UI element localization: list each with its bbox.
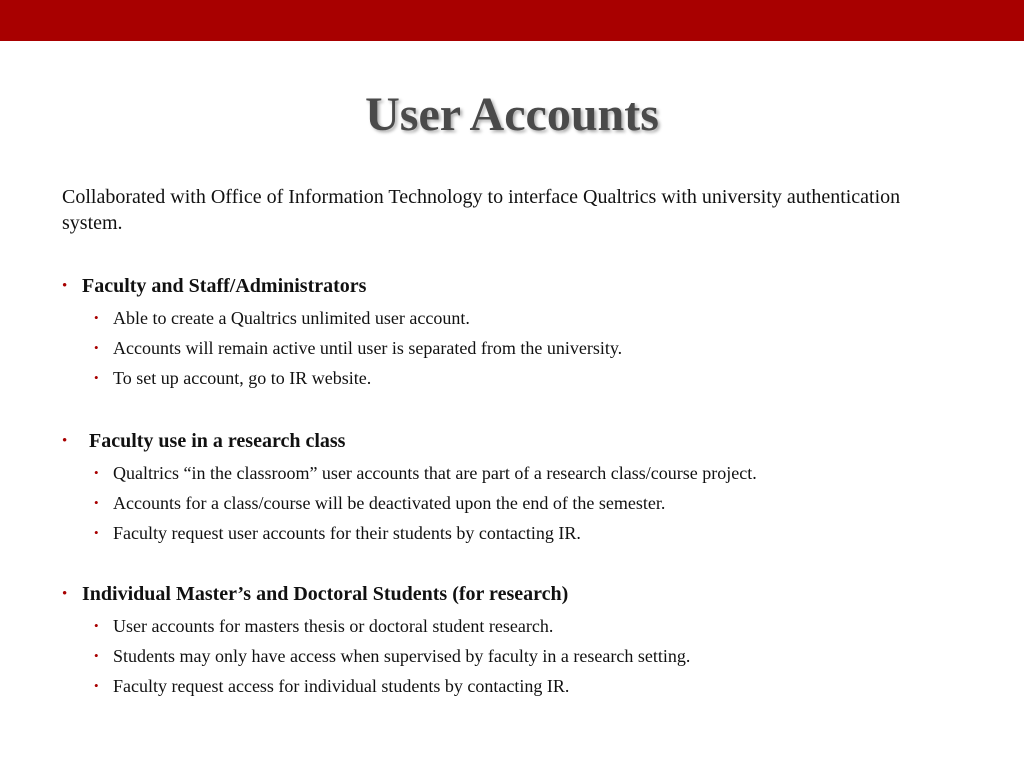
bullet-icon: • bbox=[94, 648, 99, 663]
bullet-icon: • bbox=[94, 370, 99, 385]
list-item-text: Students may only have access when supervised by faculty in a research setting. bbox=[113, 646, 691, 666]
list-item-text: Accounts will remain active until user is separated from the university. bbox=[113, 338, 623, 358]
list-item bbox=[62, 333, 982, 363]
intro-paragraph: Collaborated with Office of Information Technology to interface Qualtrics with university authentication system. bbox=[62, 186, 901, 234]
bullet-icon: • bbox=[94, 678, 99, 693]
list-item-text: Able to create a Qualtrics unlimited user account. bbox=[113, 308, 470, 328]
list-item-text: Accounts for a class/course will be deactivated upon the end of the semester. bbox=[113, 493, 666, 513]
bullet-icon: • bbox=[94, 340, 99, 355]
sub-list bbox=[62, 611, 982, 701]
section-heading-label: Individual Master’s and Doctoral Students (for research) bbox=[82, 583, 569, 605]
list-item bbox=[62, 611, 982, 641]
list-item bbox=[62, 641, 982, 671]
list-item-text: Faculty request access for individual students by contacting IR. bbox=[113, 676, 570, 696]
list-item bbox=[62, 303, 982, 333]
section-heading-label: Faculty use in a research class bbox=[89, 430, 346, 452]
list-item-text: Qualtrics “in the classroom” user accounts that are part of a research class/course project. bbox=[113, 463, 757, 483]
bullet-icon: • bbox=[94, 618, 99, 633]
bullet-icon: • bbox=[94, 465, 99, 480]
section-graduate-students bbox=[62, 581, 982, 701]
list-item-text: Faculty request user accounts for their students by contacting IR. bbox=[113, 523, 581, 543]
list-item-text: To set up account, go to IR website. bbox=[113, 368, 372, 388]
list-item bbox=[62, 363, 982, 393]
list-item bbox=[62, 458, 982, 488]
section-heading bbox=[62, 581, 982, 607]
sub-list bbox=[62, 303, 982, 393]
section-research-class bbox=[62, 428, 982, 548]
bullet-icon: • bbox=[94, 310, 99, 325]
sub-list bbox=[62, 458, 982, 548]
list-item bbox=[62, 671, 982, 701]
bullet-icon: • bbox=[94, 525, 99, 540]
bullet-icon: • bbox=[94, 495, 99, 510]
list-item-text: User accounts for masters thesis or doctoral student research. bbox=[113, 616, 554, 636]
slide-title: User Accounts bbox=[365, 88, 659, 141]
bullet-icon: • bbox=[62, 278, 68, 294]
section-heading bbox=[62, 273, 982, 299]
section-faculty-staff bbox=[62, 273, 982, 393]
bullet-icon: • bbox=[62, 586, 68, 602]
bullet-icon: • bbox=[62, 433, 68, 449]
top-accent-bar bbox=[0, 0, 1024, 41]
section-heading-label: Faculty and Staff/Administrators bbox=[82, 275, 367, 297]
section-heading bbox=[62, 428, 982, 454]
list-item bbox=[62, 488, 982, 518]
list-item bbox=[62, 518, 982, 548]
